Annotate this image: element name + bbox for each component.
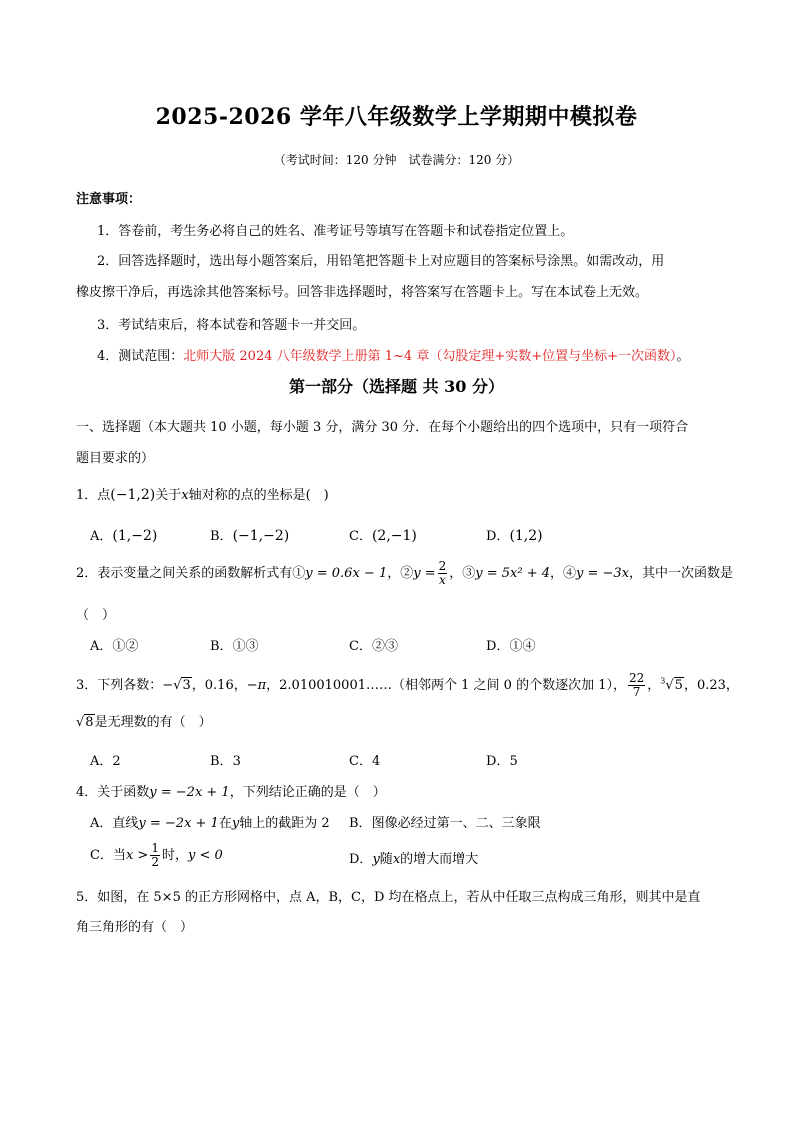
q4-func: y = −2x + 1 [149,785,230,800]
option-cond: y < 0 [187,848,223,863]
q2-func-2-frac [438,560,448,587]
q4-option-c [90,842,223,869]
question-3-line-2 [76,711,212,730]
q1-option-d [486,525,543,544]
q3-option-d [486,750,518,769]
q1-option-a [90,525,157,544]
option-label: A． [90,754,113,769]
option-value: (1,−2) [112,528,158,544]
q2-suffix: ，其中一次函数是 [629,566,734,581]
q3-fraction [628,672,645,699]
option-text: 时， [161,848,188,863]
q4-c-fraction [150,842,160,869]
question-5-line-2: 角三角形的有（ ） [76,920,194,935]
option-value: ①④ [509,639,536,654]
q2-func-3: y = 5x² + 4 [475,566,551,581]
note-4-suffix: 。 [676,349,690,364]
question-1 [76,484,329,503]
option-var: y [372,852,380,867]
q3-line2-suffix: 是无理数的有（ ） [94,715,212,730]
q1-option-b [210,525,289,544]
q1-suffix: 轴对称的点的坐标是( ) [188,488,329,503]
option-label: B． [210,639,233,654]
q2-option-c [349,635,398,654]
q3-num-6: ，0.23， [683,678,739,693]
note-1: 1．答卷前，考生务必将自己的姓名、准考证号等填写在答题卡和试卷指定位置上。 [97,224,574,239]
option-label: D． [486,754,510,769]
option-value: 2 [112,754,121,769]
note-4 [97,345,690,364]
option-value: 5 [509,754,518,769]
option-value: ①③ [232,639,259,654]
option-text: 在 [218,816,232,831]
option-text: 直线 [112,816,139,831]
q3-sqrt8-radicand: 8 [85,715,94,730]
option-func: y = −2x + 1 [138,816,219,831]
q3-prefix: 3．下列各数： [76,678,163,693]
q2-option-b [210,635,259,654]
q3-neg-sign: − [162,678,174,693]
question-4 [76,781,386,800]
q3-cbrt-radicand: 5 [674,678,683,693]
question-3 [76,672,739,699]
q4-option-b [349,812,541,831]
note-4-prefix: 4．测试范围： [97,349,184,364]
q2-func-4: y = −3x [576,566,630,581]
option-label: B． [210,754,233,769]
q1-option-c [349,525,417,544]
q3-num-4: ，2.010010001……（相邻两个 1 之间 0 的个数逐次加 1）， [266,678,626,693]
option-label: B． [210,529,233,544]
option-value: ①② [112,639,139,654]
q2-option-d [486,635,535,654]
option-value: (−1,−2) [232,528,290,544]
option-value: 3 [232,754,241,769]
q2-sep: ，④ [550,566,577,581]
q3-option-a [90,750,121,769]
q3-option-b [210,750,241,769]
note-2-line-2: 橡皮擦干净后，再选涂其他答案标号。回答非选择题时，将答案写在答题卡上。写在本试卷上无效。 [76,285,649,300]
q1-prefix: 1．点 [76,488,111,503]
option-var: x > [125,848,149,863]
q2-sep: ，③ [449,566,476,581]
option-label: A． [90,529,113,544]
option-label: A． [90,816,113,831]
page-title: 2025-2026 学年八年级数学上学期期中模拟卷 [155,104,638,130]
option-label: C． [349,529,372,544]
q3-sqrt-radicand: 3 [182,678,191,693]
exam-info: （考试时间：120 分钟 试卷满分：120 分） [273,153,520,167]
q2-prefix: 2．表示变量之间关系的函数解析式有① [76,566,306,581]
option-label: C． [349,639,372,654]
q3-num-2: ，0.16， [191,678,247,693]
q3-cbrt-index: 3 [660,676,666,686]
q1-point: (−1,2) [110,487,156,503]
q3-neg-pi: −π [246,678,267,693]
q3-option-c [349,750,380,769]
option-label: D． [486,529,510,544]
question-2 [76,560,733,587]
option-text: 当 [112,848,126,863]
frac-denominator: 2 [151,855,159,869]
frac-numerator: 22 [628,671,645,685]
q2-option-a [90,635,138,654]
q3-sep: ， [647,678,661,693]
section-desc-line-1: 一、选择题（本大题共 10 小题，每小题 3 分，满分 30 分．在每个小题给出的四个选项中，只有一项符合 [76,420,689,435]
notes-heading: 注意事项： [76,192,142,207]
frac-denominator: x [439,573,446,587]
frac-numerator: 2 [438,559,447,573]
q4-option-d [349,848,478,867]
option-label: D． [486,639,510,654]
option-text: 随 [379,852,393,867]
q2-func-2-lhs: y = [413,566,436,581]
option-label: A． [90,639,113,654]
option-label: C． [349,754,372,769]
option-label: D． [349,852,373,867]
option-text: 的增大而增大 [400,852,479,867]
q2-func-1: y = 0.6x − 1 [305,566,388,581]
q2-sep: ，② [387,566,414,581]
q4-suffix: ，下列结论正确的是（ ） [229,785,386,800]
cbrt-icon: √ [665,678,674,693]
option-text: 图像必经过第一、二、三象限 [371,816,541,831]
q1-mid: 关于 [155,488,182,503]
note-3: 3．考试结束后，将本试卷和答题卡一并交回。 [97,318,366,333]
option-var: x [392,852,401,867]
test-range: 北师大版 2024 八年级数学上册第 1~4 章（勾股定理+实数+位置与坐标+一次函数） [183,349,677,364]
section-title: 第一部分（选择题 共 30 分） [289,377,504,396]
sqrt-icon: √ [76,715,85,730]
frac-denominator: 7 [632,685,641,699]
q1-var: x [181,488,189,503]
section-desc-line-2: 题目要求的） [76,451,155,466]
frac-numerator: 1 [151,841,159,855]
sqrt-icon: √ [173,678,182,693]
option-label: C． [90,848,113,863]
option-value: ②③ [371,639,398,654]
option-label: B． [349,816,372,831]
option-value: (2,−1) [371,528,417,544]
question-5-line-1: 5．如图，在 5×5 的正方形网格中，点 A，B，C，D 均在格点上，若从中任取三点构成三角形，则其中是直 [76,890,701,905]
option-value: 4 [371,754,381,769]
note-2-line-1: 2．回答选择题时，选出每小题答案后，用铅笔把答题卡上对应题目的答案标号涂黑。如需改动，用 [97,254,665,269]
option-value: (1,2) [509,528,543,544]
q4-prefix: 4．关于函数 [76,785,150,800]
q2-paren: （ ） [76,608,116,623]
option-text: 轴上的截距为 2 [239,816,330,831]
option-var: y [231,816,240,831]
q4-option-a [90,812,330,831]
